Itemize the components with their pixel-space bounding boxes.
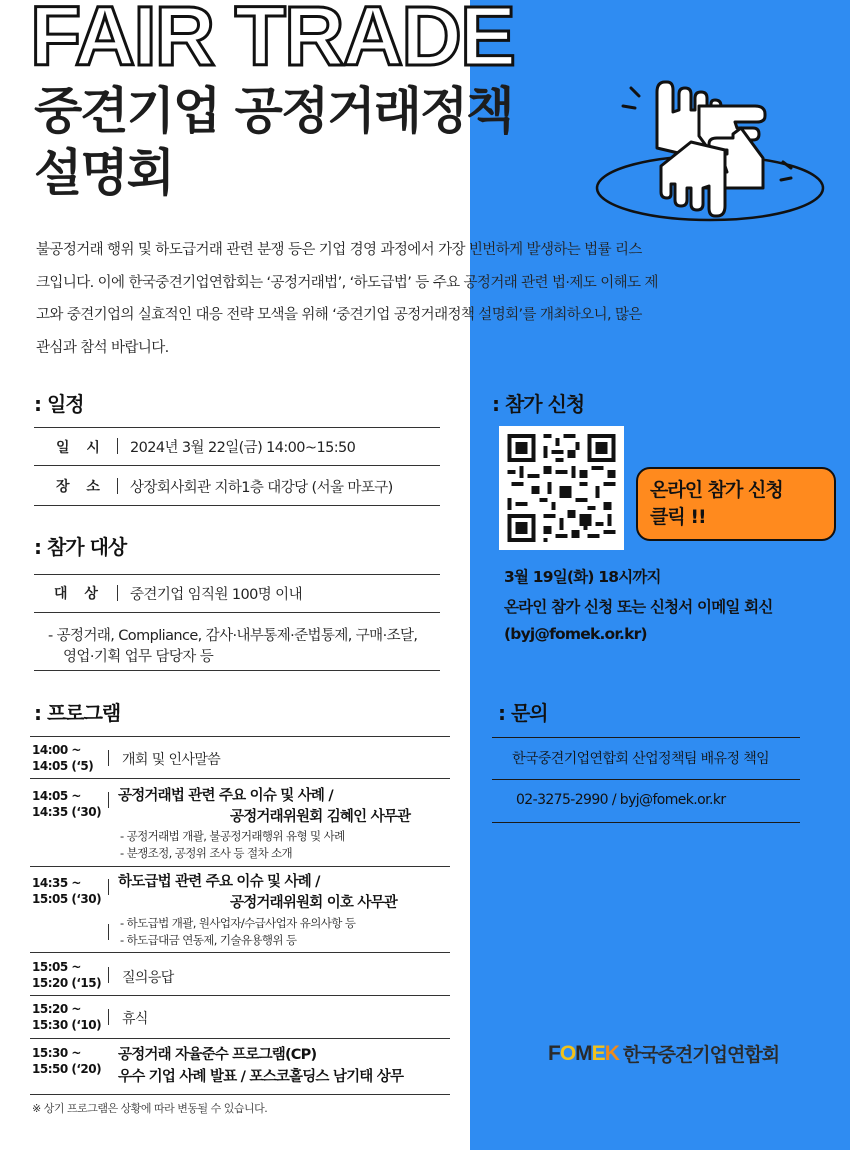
time-start: 15:30 ~ xyxy=(32,1046,81,1060)
qr-code[interactable] xyxy=(499,426,624,550)
cta-line1: 온라인 참가 신청 xyxy=(650,479,783,501)
time-start: 14:05 ~ xyxy=(32,789,81,803)
time-start: 15:20 ~ xyxy=(32,1002,81,1016)
hero-title-line2: 설명회 xyxy=(34,144,173,202)
online-registration-button[interactable] xyxy=(636,467,836,541)
divider xyxy=(34,465,440,466)
intro-line: 관심과 참석 바랍니다. xyxy=(36,339,169,356)
target-note-line2: 영업·기획 업무 담당자 등 xyxy=(63,649,214,665)
intro-line: 크입니다. 이에 한국중견기업연합회는 ‘공정거래법’, ‘하도급법’ 등 주요 공정거래 관련 법·제도 이해도 제 xyxy=(36,274,658,291)
date-value: 2024년 3월 22일(금) 14:00~15:50 xyxy=(130,440,356,456)
program-detail: - 공정거래법 개괄, 불공정거래행위 유형 및 사례 xyxy=(120,829,345,843)
time-end: 15:20 (‘15) xyxy=(32,976,102,990)
qr-code-image xyxy=(507,434,616,542)
place-value: 상장회사회관 지하1층 대강당 (서울 마포구) xyxy=(130,480,393,496)
target-label: 대 상 xyxy=(54,586,104,602)
register-method: 온라인 참가 신청 또는 신청서 이메일 회신 xyxy=(504,598,773,616)
divider xyxy=(30,952,450,953)
time-end: 15:30 (‘10) xyxy=(32,1018,102,1032)
divider xyxy=(34,670,440,671)
intro-line: 고와 중견기업의 실효적인 대응 전략 모색을 위해 ‘중견기업 공정거래정책 설명회’를 개최하오니, 많은 xyxy=(36,307,642,323)
separator xyxy=(108,750,109,766)
inquiry-person: 한국중견기업연합회 산업정책팀 배유정 책임 xyxy=(512,751,770,767)
time-start: 14:35 ~ xyxy=(32,876,81,890)
program-title: 개회 및 인사말씀 xyxy=(122,752,221,768)
program-speaker: 공정거래위원회 이호 사무관 xyxy=(230,895,397,911)
time-end: 14:05 (‘5) xyxy=(32,759,94,773)
intro-paragraph xyxy=(36,234,676,364)
program-detail: - 분쟁조정, 공정위 조사 등 절차 소개 xyxy=(120,846,293,860)
divider xyxy=(30,1094,450,1095)
program-footnote: ※ 상기 프로그램은 상황에 따라 변동될 수 있습니다. xyxy=(32,1102,268,1115)
time-start: 14:00 ~ xyxy=(32,743,81,757)
time-start: 15:05 ~ xyxy=(32,960,81,974)
separator xyxy=(108,924,109,940)
hero-title-english: FAIR TRADE xyxy=(30,0,514,83)
register-heading: : 참가 신청 xyxy=(492,392,585,416)
separator xyxy=(108,879,109,895)
program-title: 질의응답 xyxy=(122,970,174,986)
divider xyxy=(30,866,450,867)
divider xyxy=(34,612,440,613)
divider xyxy=(492,822,800,823)
hero-title-line1: 중견기업 공정거래정책 xyxy=(34,82,513,140)
fomek-logo xyxy=(548,1040,779,1067)
divider xyxy=(492,779,800,780)
program-detail: - 하도급대금 연동제, 기술유용행위 등 xyxy=(120,933,297,947)
register-email[interactable]: (byj@fomek.or.kr) xyxy=(504,625,647,643)
hero-title-korean xyxy=(34,80,512,204)
register-deadline: 3월 19일(화) 18시까지 xyxy=(504,568,661,586)
divider xyxy=(30,995,450,996)
divider xyxy=(30,1038,450,1039)
divider xyxy=(492,737,800,738)
divider xyxy=(30,778,450,779)
divider xyxy=(34,427,440,428)
program-title: 공정거래 자율준수 프로그램(CP) xyxy=(118,1047,317,1063)
program-heading: : 프로그램 xyxy=(34,701,121,725)
divider xyxy=(34,574,440,575)
separator xyxy=(108,967,109,983)
target-heading: : 참가 대상 xyxy=(34,535,127,559)
organization-name: 한국중견기업연합회 xyxy=(622,1044,780,1066)
separator xyxy=(117,478,118,494)
program-speaker: 공정거래위원회 김혜인 사무관 xyxy=(230,809,411,825)
separator xyxy=(117,438,118,454)
program-detail: - 하도급법 개괄, 원사업자/수급사업자 유의사항 등 xyxy=(120,916,356,930)
program-title: 하도급법 관련 주요 이슈 및 사례 / xyxy=(118,874,320,890)
inquiry-heading: : 문의 xyxy=(498,701,548,725)
time-end: 15:05 (‘30) xyxy=(32,892,102,906)
intro-line: 불공정거래 행위 및 하도급거래 관련 분쟁 등은 기업 경영 과정에서 가장 빈번하게 발생하는 법률 리스 xyxy=(36,242,642,258)
target-value: 중견기업 임직원 100명 이내 xyxy=(130,587,302,603)
date-label: 일 시 xyxy=(56,440,106,456)
time-end: 14:35 (‘30) xyxy=(32,805,102,819)
program-title: 공정거래법 관련 주요 이슈 및 사례 / xyxy=(118,788,333,804)
program-speaker: 우수 기업 사례 발표 / 포스코홀딩스 남기태 상무 xyxy=(118,1069,404,1085)
separator xyxy=(117,585,118,601)
separator xyxy=(108,1009,109,1025)
program-title: 휴식 xyxy=(122,1011,148,1027)
inquiry-contact[interactable]: 02-3275-2990 / byj@fomek.or.kr xyxy=(516,792,726,808)
divider xyxy=(34,505,440,506)
place-label: 장 소 xyxy=(56,479,106,495)
joined-hands-icon xyxy=(595,70,830,225)
time-end: 15:50 (‘20) xyxy=(32,1062,102,1076)
cta-line2: 클릭 !! xyxy=(650,506,706,528)
fomek-logo-mark: FOMEK xyxy=(548,1041,619,1065)
separator xyxy=(108,792,109,808)
divider xyxy=(30,736,450,737)
target-note-line1: - 공정거래, Compliance, 감사·내부통제·준법통제, 구매·조달, xyxy=(48,628,418,644)
schedule-heading: : 일정 xyxy=(34,392,84,416)
